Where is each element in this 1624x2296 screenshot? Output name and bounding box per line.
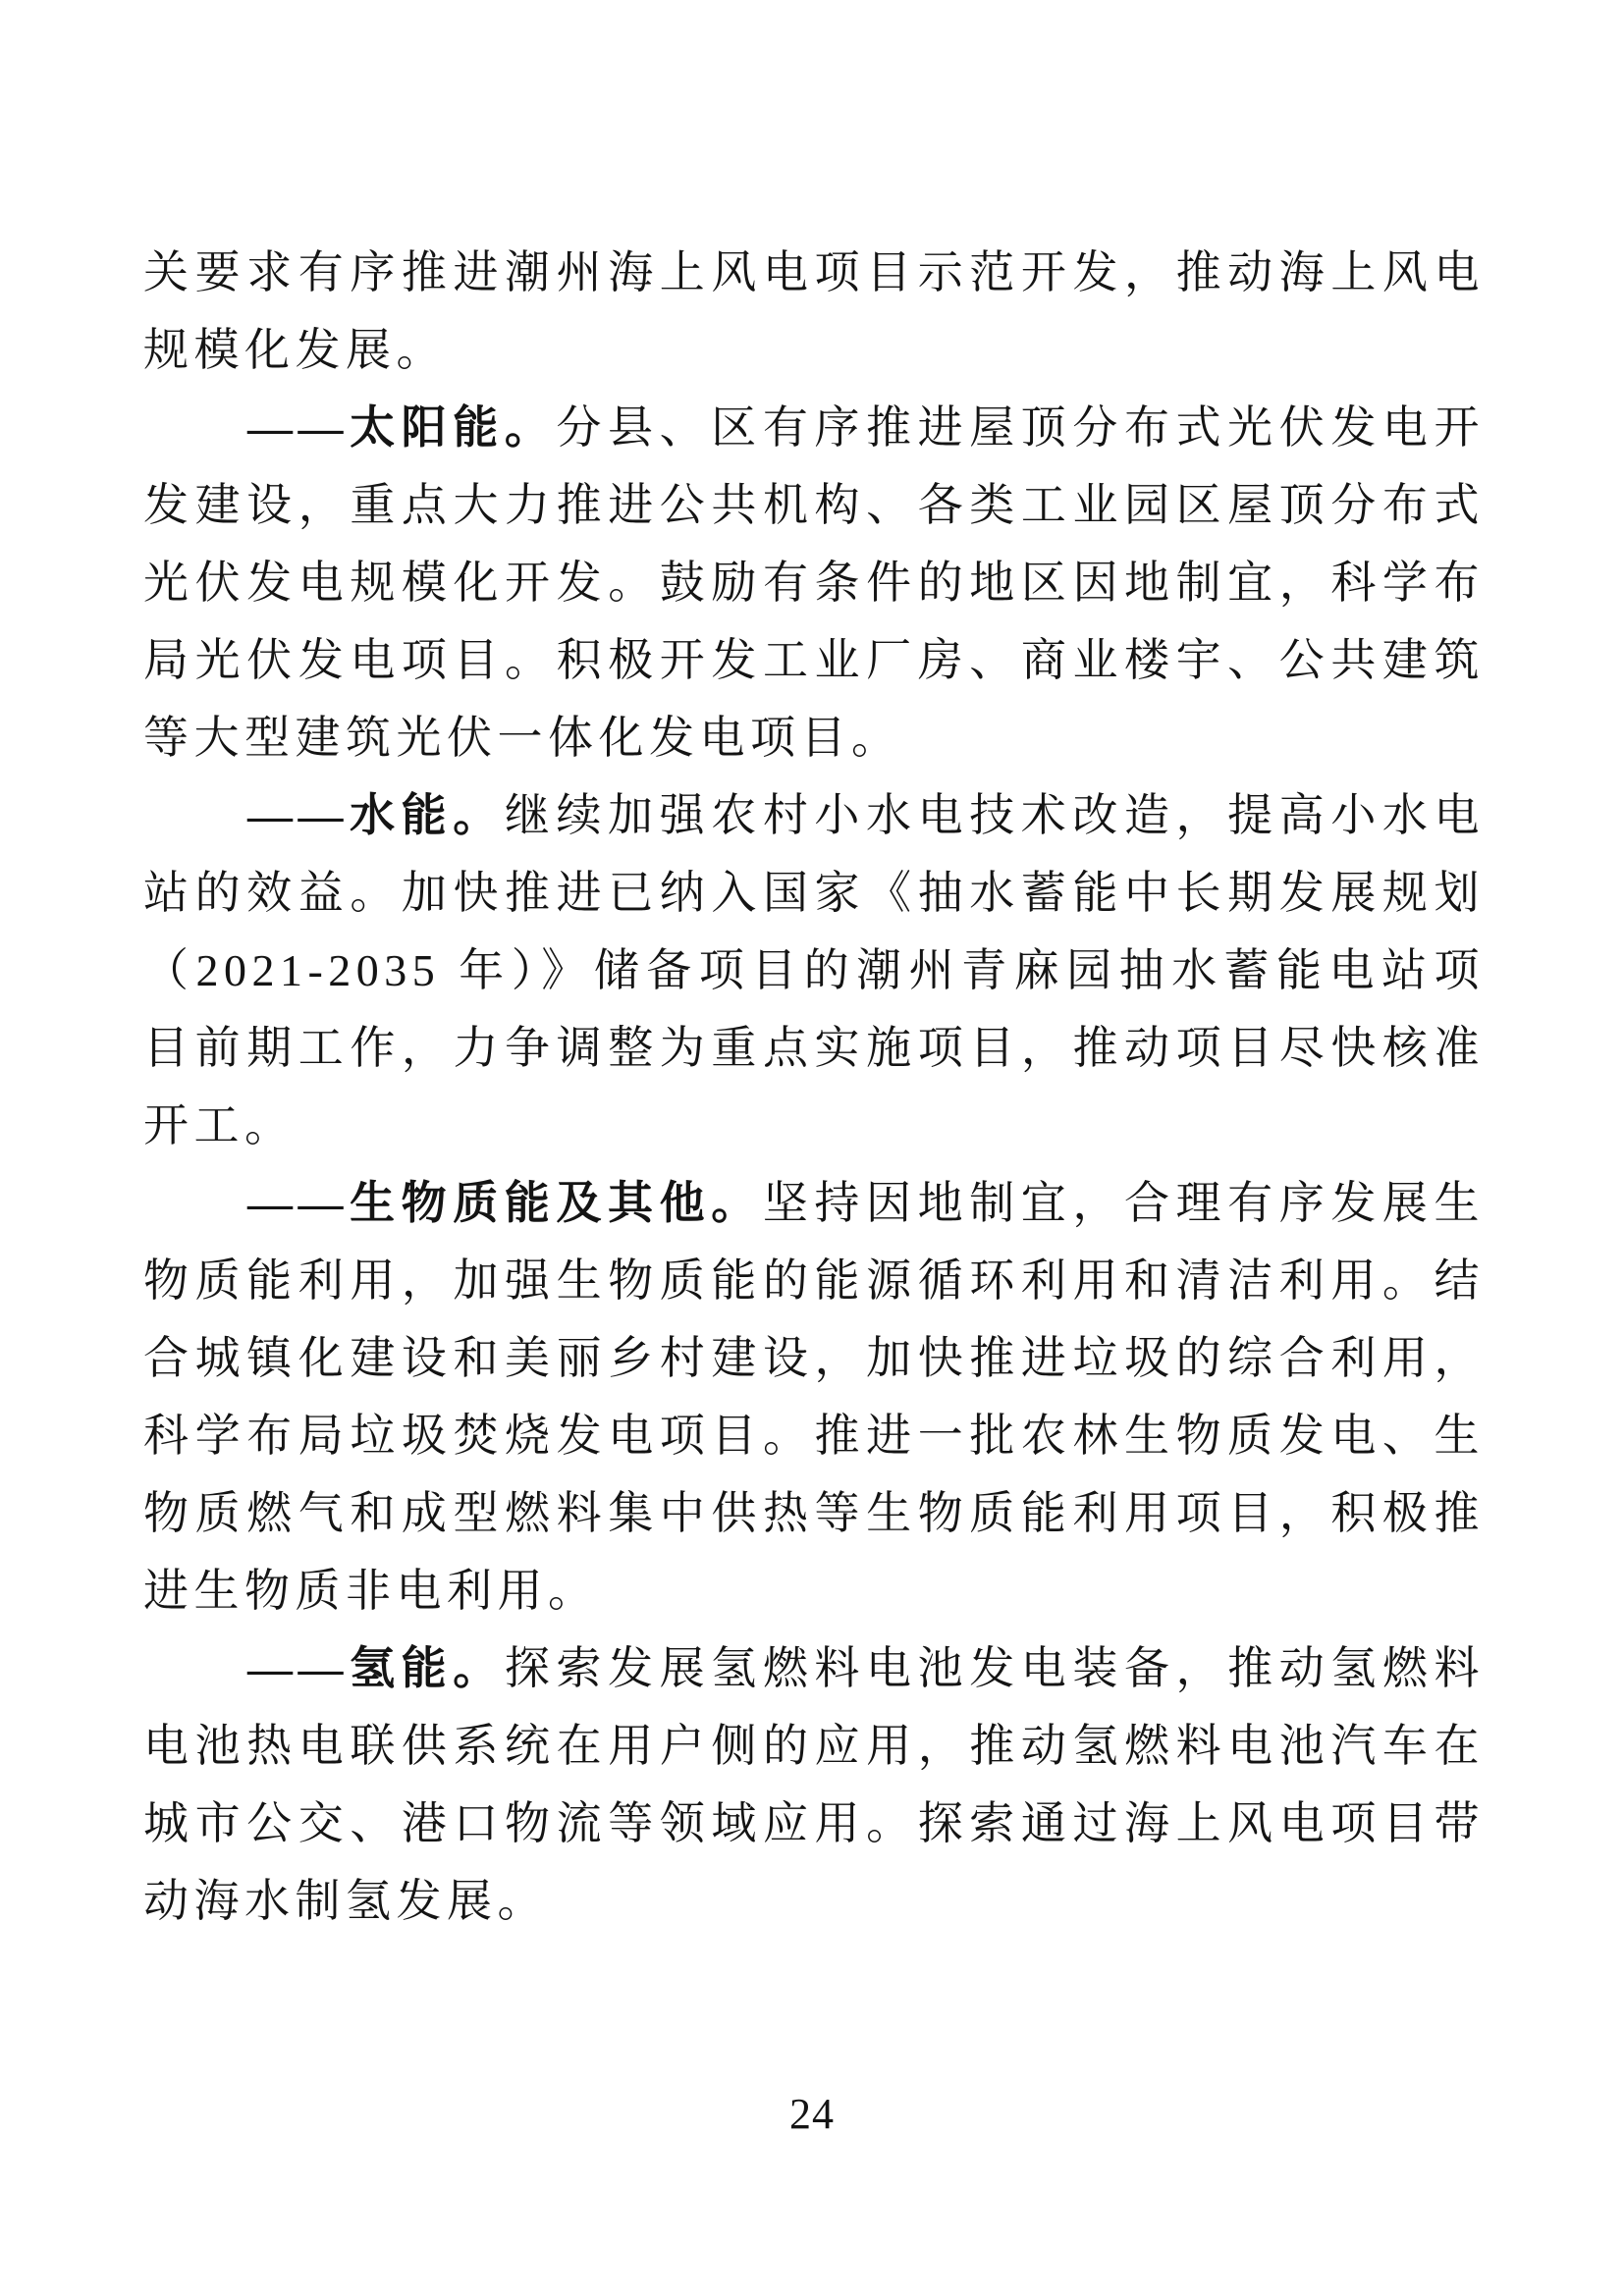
paragraph: [143, 234, 1485, 389]
paragraph: [143, 1164, 1485, 1629]
paragraph-text: 坚持因地制宜，合理有序发展生物质能利用，加强生物质能的能源循环利用和清洁利用。结合城镇化建设和美丽乡村建设，加快推进垃圾的综合利用，科学布局垃圾焚烧发电项目。推进一批农林生物质发电、生物质燃气和成型燃料集中供热等生物质能利用项目，积极推进生物质非电利用。: [143, 1178, 1486, 1616]
paragraph-lead-term: ——水能。: [247, 790, 505, 840]
paragraph: [143, 389, 1485, 776]
paragraph-text: 分县、区有序推进屋顶分布式光伏发电开发建设，重点大力推进公共机构、各类工业园区屋顶分布式光伏发电规模化开发。鼓励有条件的地区因地制宜，科学布局光伏发电项目。积极开发工业厂房、商业楼宇、公共建筑等大型建筑光伏一体化发电项目。: [143, 402, 1486, 763]
paragraph-text: 探索发展氢燃料电池发电装备，推动氢燃料电池热电联供系统在用户侧的应用，推动氢燃料电池汽车在城市公交、港口物流等领域应用。探索通过海上风电项目带动海水制氢发展。: [143, 1643, 1486, 1926]
paragraph-lead-term: ——生物质能及其他。: [247, 1178, 763, 1228]
paragraph: [143, 776, 1485, 1164]
document-body: [143, 234, 1485, 1940]
paragraph-lead-term: ——太阳能。: [247, 402, 557, 453]
paragraph: [143, 1629, 1485, 1940]
paragraph-text: 继续加强农村小水电技术改造，提高小水电站的效益。加快推进已纳入国家《抽水蓄能中长期发展规划（2021-2035 年）》储备项目的潮州青麻园抽水蓄能电站项目前期工作，力争调整为重点实施项目，推动项目尽快核准开工。: [143, 790, 1486, 1150]
paragraph-text: 关要求有序推进潮州海上风电项目示范开发，推动海上风电规模化发展。: [143, 247, 1485, 375]
paragraph-lead-term: ——氢能。: [247, 1643, 505, 1693]
page-number: 24: [789, 2090, 835, 2138]
